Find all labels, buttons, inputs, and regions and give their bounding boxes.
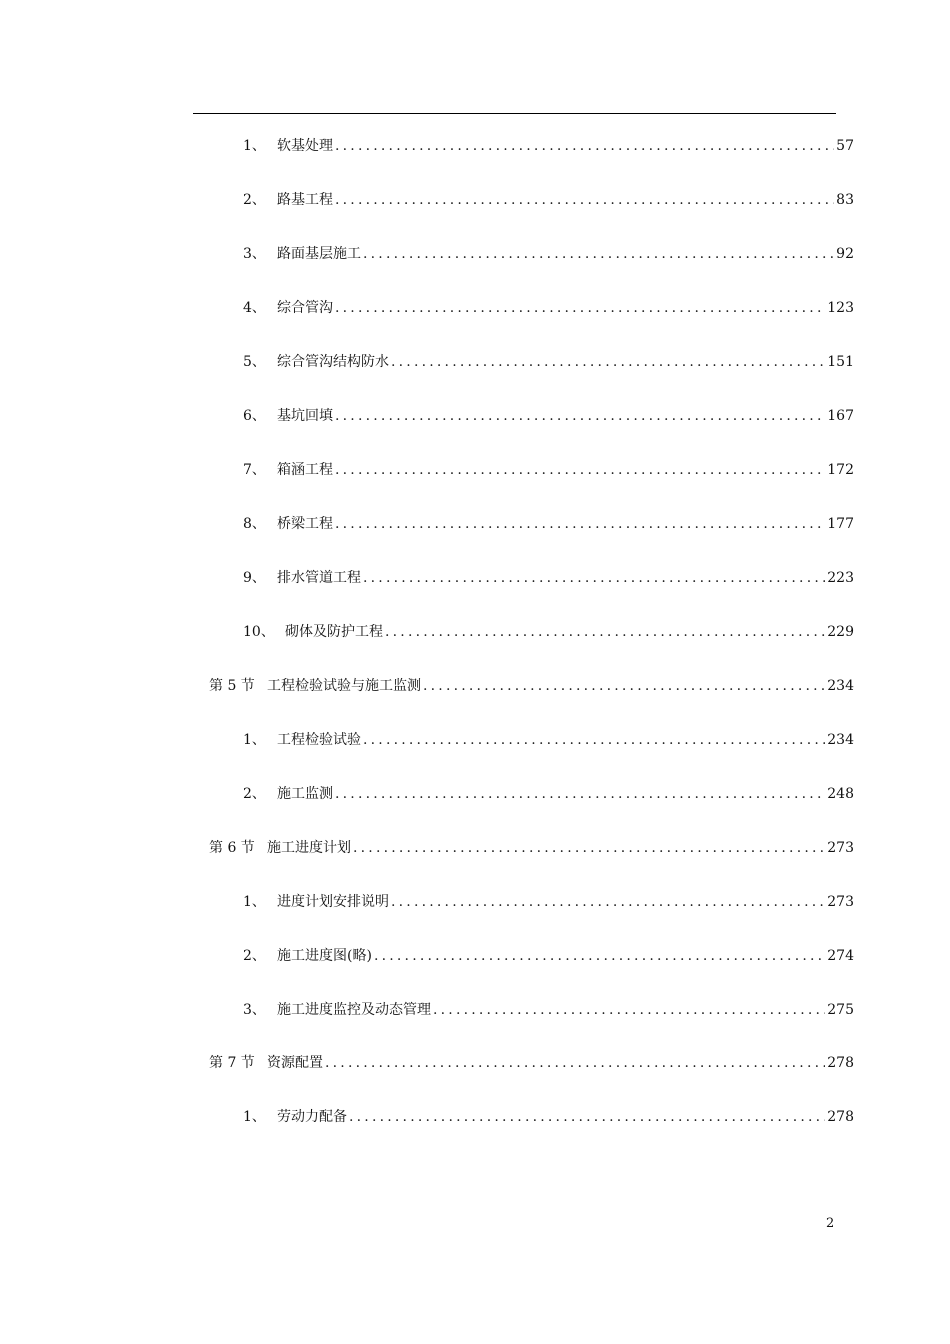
toc-entry[interactable] — [243, 891, 854, 913]
toc-section-entry[interactable] — [209, 1052, 854, 1074]
toc-entry-page: 123 — [827, 300, 854, 316]
toc-dot-leader — [335, 459, 825, 481]
toc-dot-leader — [335, 189, 834, 211]
toc-dot-leader — [349, 1106, 825, 1128]
toc-entry-title: 排水管道工程 — [277, 570, 361, 586]
toc-dot-leader — [385, 621, 825, 643]
toc-entry-page: 229 — [827, 624, 854, 640]
toc-entry-title: 综合管沟 — [277, 300, 333, 316]
toc-section-entry[interactable] — [209, 675, 854, 697]
page-number: 2 — [826, 1216, 835, 1231]
toc-dot-leader — [363, 243, 834, 265]
toc-dot-leader — [353, 837, 825, 859]
toc-entry-title: 施工进度监控及动态管理 — [277, 1002, 431, 1018]
toc-section-title: 资源配置 — [267, 1055, 323, 1071]
toc-entry-page: 278 — [827, 1055, 854, 1071]
toc-entry[interactable] — [243, 351, 854, 373]
toc-entry-number: 1、 — [243, 138, 266, 154]
toc-dot-leader — [423, 675, 825, 697]
toc-entry-page: 167 — [827, 408, 854, 424]
toc-entry[interactable] — [243, 135, 854, 157]
toc-section-number: 第 6 节 — [209, 840, 255, 856]
toc-entry-number: 3、 — [243, 246, 266, 262]
toc-section-title: 工程检验试验与施工监测 — [267, 678, 421, 694]
toc-dot-leader — [335, 783, 825, 805]
toc-entry[interactable] — [243, 1106, 854, 1128]
toc-entry-title: 劳动力配备 — [277, 1109, 347, 1125]
toc-entry-number: 3、 — [243, 1002, 266, 1018]
toc-entry-page: 92 — [836, 246, 854, 262]
toc-entry-title: 路基工程 — [277, 192, 333, 208]
toc-dot-leader — [335, 405, 825, 427]
toc-section-number: 第 7 节 — [209, 1055, 255, 1071]
toc-entry[interactable] — [243, 729, 854, 751]
toc-section-number: 第 5 节 — [209, 678, 255, 694]
toc-entry-title: 综合管沟结构防水 — [277, 354, 389, 370]
toc-entry-number: 7、 — [243, 462, 266, 478]
toc-entry-page: 234 — [827, 678, 854, 694]
toc-entry-number: 6、 — [243, 408, 266, 424]
toc-entry-title: 基坑回填 — [277, 408, 333, 424]
toc-entry-page: 273 — [827, 840, 854, 856]
toc-dot-leader — [325, 1052, 825, 1074]
toc-entry[interactable] — [243, 459, 854, 481]
toc-entry-page: 234 — [827, 732, 854, 748]
toc-entry-page: 83 — [836, 192, 854, 208]
toc-entry-page: 151 — [827, 354, 854, 370]
toc-entry-title: 施工进度图(略) — [277, 948, 372, 964]
toc-entry-number: 5、 — [243, 354, 266, 370]
toc-entry[interactable] — [243, 945, 854, 967]
toc-entry-page: 177 — [827, 516, 854, 532]
toc-entry-title: 进度计划安排说明 — [277, 894, 389, 910]
toc-dot-leader — [363, 567, 825, 589]
toc-entry-page: 274 — [827, 948, 854, 964]
toc-dot-leader — [374, 945, 825, 967]
toc-entry-number: 1、 — [243, 1109, 266, 1125]
toc-entry-number: 2、 — [243, 786, 266, 802]
toc-entry-page: 57 — [836, 138, 854, 154]
toc-entry-title: 桥梁工程 — [277, 516, 333, 532]
toc-entry-page: 275 — [827, 1002, 854, 1018]
toc-entry-page: 273 — [827, 894, 854, 910]
toc-entry-title: 工程检验试验 — [277, 732, 361, 748]
toc-entry-title: 箱涵工程 — [277, 462, 333, 478]
toc-entry-number: 8、 — [243, 516, 266, 532]
toc-dot-leader — [335, 135, 834, 157]
toc-entry[interactable] — [243, 999, 854, 1021]
toc-dot-leader — [363, 729, 825, 751]
toc-entry[interactable] — [243, 783, 854, 805]
toc-dot-leader — [433, 999, 825, 1021]
toc-dot-leader — [335, 297, 825, 319]
header-rule — [193, 113, 836, 114]
toc-entry-number: 1、 — [243, 732, 266, 748]
toc-entry[interactable] — [243, 243, 854, 265]
toc-entry-title: 软基处理 — [277, 138, 333, 154]
toc-entry-number: 2、 — [243, 948, 266, 964]
toc-entry[interactable] — [243, 189, 854, 211]
toc-entry-title: 砌体及防护工程 — [285, 624, 383, 640]
toc-entry[interactable] — [243, 405, 854, 427]
toc-entry-page: 223 — [827, 570, 854, 586]
toc-entry-number: 10、 — [243, 624, 275, 640]
toc-dot-leader — [391, 891, 825, 913]
toc-entry[interactable] — [243, 297, 854, 319]
toc-entry-number: 2、 — [243, 192, 266, 208]
toc-dot-leader — [335, 513, 825, 535]
toc-entry-page: 248 — [827, 786, 854, 802]
toc-section-entry[interactable] — [209, 837, 854, 859]
toc-entry-page: 172 — [827, 462, 854, 478]
toc-section-title: 施工进度计划 — [267, 840, 351, 856]
toc-entry[interactable] — [243, 513, 854, 535]
toc-entry-number: 1、 — [243, 894, 266, 910]
toc-entry-title: 路面基层施工 — [277, 246, 361, 262]
toc-entry-title: 施工监测 — [277, 786, 333, 802]
toc-dot-leader — [391, 351, 825, 373]
toc-entry-page: 278 — [827, 1109, 854, 1125]
toc-entry-number: 9、 — [243, 570, 266, 586]
toc-entry[interactable] — [243, 621, 854, 643]
toc-entry-number: 4、 — [243, 300, 266, 316]
toc-entry[interactable] — [243, 567, 854, 589]
